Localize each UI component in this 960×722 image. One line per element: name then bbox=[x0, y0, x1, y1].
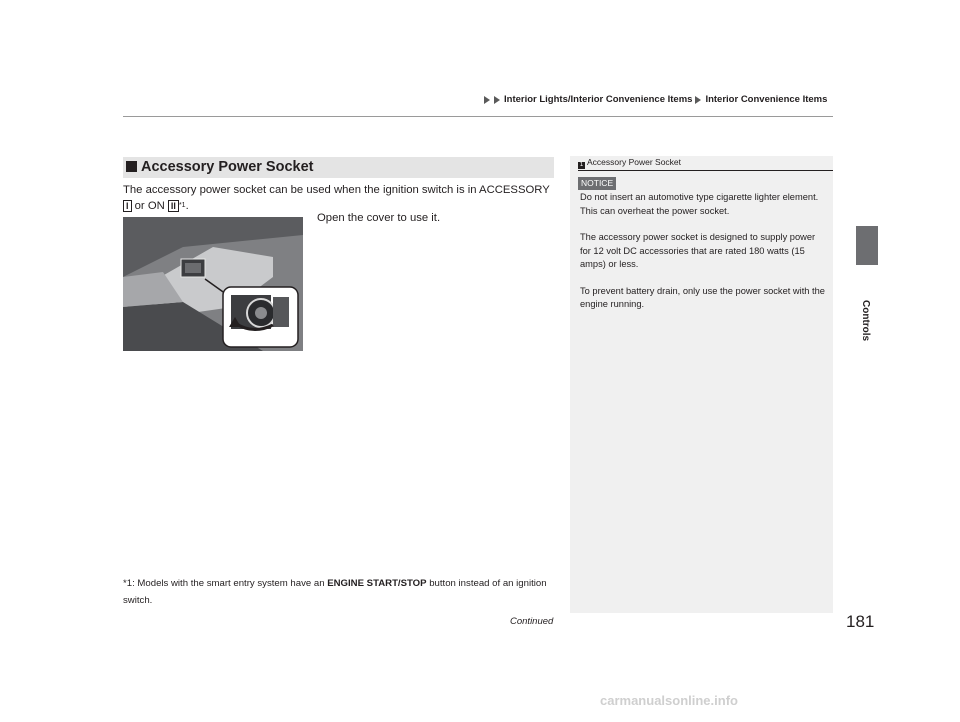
breadcrumb-item[interactable]: Interior Lights/Interior Convenience Items bbox=[504, 94, 693, 105]
footnote-reference[interactable]: *1 bbox=[178, 202, 186, 209]
page-number: 181 bbox=[846, 612, 875, 631]
footnote: *1: Models with the smart entry system have an ENGINE START/STOP button instead of an ignition switch. bbox=[123, 578, 547, 606]
header-divider bbox=[123, 116, 833, 117]
arrow-icon bbox=[695, 96, 701, 104]
key-symbol-on: II bbox=[168, 200, 179, 212]
instruction-text: Open the cover to use it. bbox=[317, 212, 441, 224]
arrow-icon bbox=[494, 96, 500, 104]
watermark: carmanualsonline.info bbox=[600, 693, 738, 708]
note-title: 1 Accessory Power Socket bbox=[579, 157, 682, 168]
continued-label: Continued bbox=[510, 616, 554, 627]
power-socket-illustration bbox=[123, 217, 303, 351]
note-body: Do not insert an automotive type cigarette lighter element. This can overheat the power socket. The accessory power socket is designed to supply power for 12 volt DC accessories that are rated 180 watts (15 amps) or less. To prevent battery drain, only use the power socket with the engine running. bbox=[580, 192, 825, 309]
section-title: Accessory Power Socket bbox=[126, 157, 313, 178]
breadcrumb-item[interactable]: Interior Convenience Items bbox=[705, 94, 828, 105]
chapter-tab-marker bbox=[856, 226, 878, 265]
note-divider bbox=[578, 170, 833, 171]
square-bullet-icon bbox=[126, 161, 137, 172]
arrow-icon bbox=[484, 96, 490, 104]
notice-badge: NOTICE bbox=[578, 177, 616, 190]
key-symbol-accessory: I bbox=[123, 200, 132, 212]
reference-marker-icon: 1 bbox=[579, 162, 584, 168]
breadcrumb bbox=[484, 94, 827, 105]
chapter-tab-label: Controls bbox=[860, 300, 871, 342]
body-paragraph: The accessory power socket can be used when the ignition switch is in ACCESSORY I or ON II $^{*1}$. bbox=[123, 184, 550, 212]
